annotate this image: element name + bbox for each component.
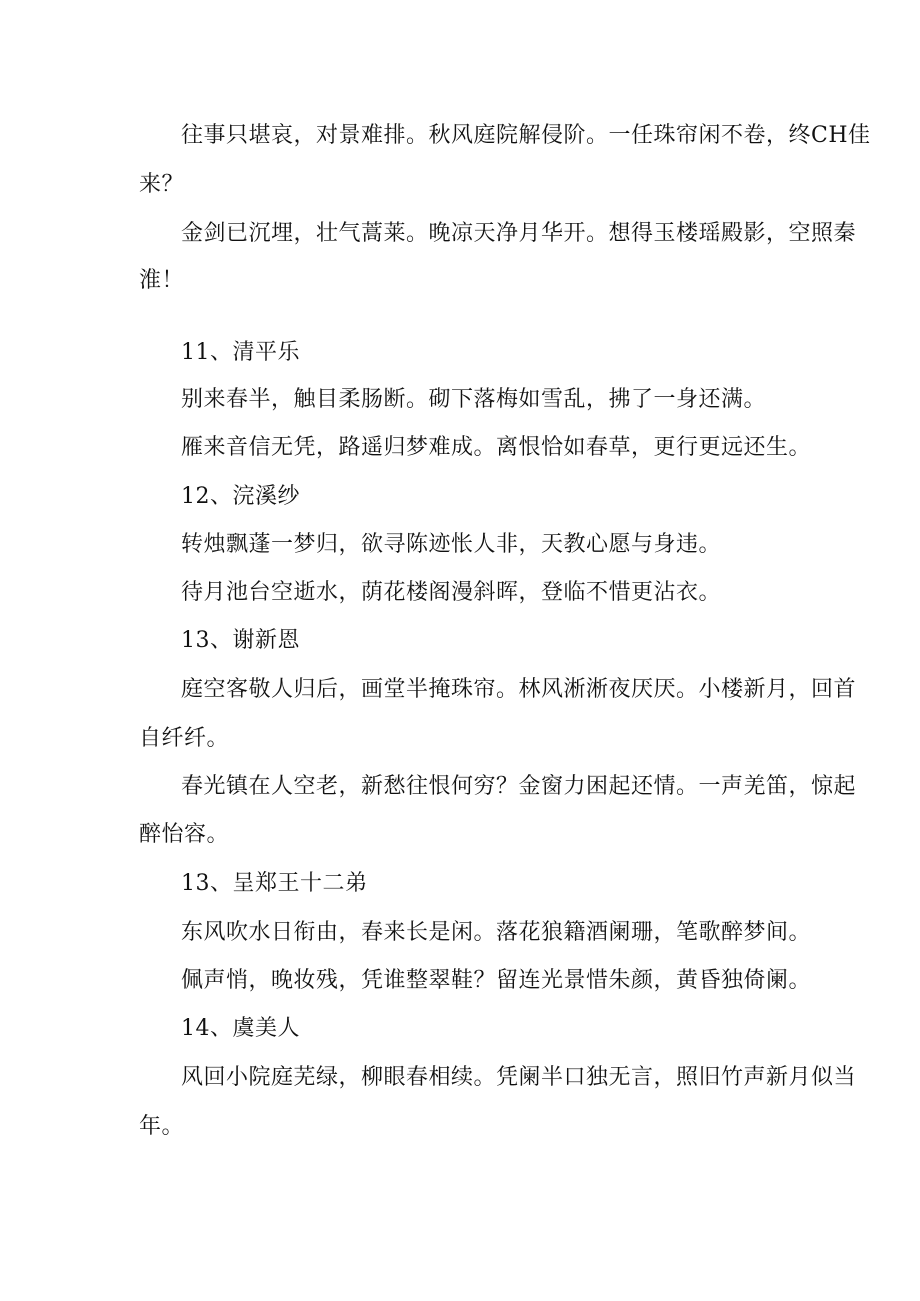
section-heading: 13、谢新恩: [181, 628, 300, 653]
paragraph-line: 待月池台空逝水，荫花楼阁漫斜晖，登临不惜更沾衣。: [181, 580, 722, 605]
paragraph-line: 醉怡容。: [139, 822, 230, 847]
section-heading: 11、清平乐: [181, 340, 300, 365]
paragraph-line: 佩声悄，晚妆残，凭谁整翠鞋？留连光景惜朱颜，黄昏独倚阑。: [181, 968, 812, 993]
paragraph-line: 转烛飘蓬一梦归，欲寻陈迹怅人非，天教心愿与身违。: [181, 532, 722, 557]
paragraph-line: 金剑已沉埋，壮气蒿莱。晚凉天净月华开。想得玉楼瑶殿影，空照秦: [181, 221, 857, 246]
paragraph-line: 风回小院庭芜绿，柳眼春相续。凭阑半口独无言，照旧竹声新月似当: [181, 1065, 857, 1090]
paragraph-line: 年。: [139, 1114, 185, 1139]
paragraph-line: 自纤纤。: [139, 726, 230, 751]
paragraph-line: 来？: [139, 172, 185, 197]
paragraph-line: 春光镇在人空老，新愁往恨何穷？金窗力困起还情。一声羌笛，惊起: [181, 774, 857, 799]
section-heading: 13、呈郑王十二弟: [181, 871, 368, 896]
section-heading: 14、虞美人: [181, 1016, 300, 1041]
paragraph-line: 往事只堪哀，对景难排。秋风庭院解侵阶。一任珠帘闲不卷，终CH佳: [181, 123, 871, 148]
paragraph-line: 庭空客敬人归后，画堂半掩珠帘。林风淅淅夜厌厌。小楼新月，回首: [181, 677, 857, 702]
paragraph-line: 淮！: [139, 268, 185, 293]
section-heading: 12、浣溪纱: [181, 484, 300, 509]
paragraph-line: 东风吹水日衔由，春来长是闲。落花狼籍酒阑珊，笔歌醉梦间。: [181, 920, 812, 945]
paragraph-line: 别来春半，触目柔肠断。砌下落梅如雪乱，拂了一身还满。: [181, 387, 767, 412]
paragraph-line: 雁来音信无凭，路遥归梦难成。离恨恰如春草，更行更远还生。: [181, 435, 812, 460]
